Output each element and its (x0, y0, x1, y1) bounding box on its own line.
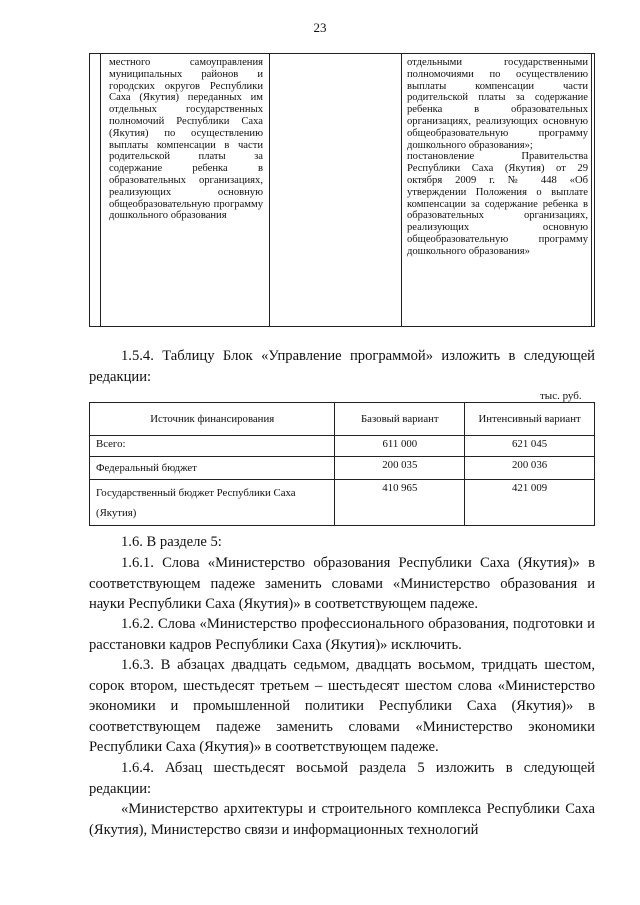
table-cell-legal-basis (407, 57, 588, 258)
table-row (90, 457, 595, 480)
table-header-row (90, 403, 595, 436)
row-base-value: 410 965 (335, 480, 465, 526)
header-intensive: Интенсивный вариант (465, 403, 595, 436)
paragraph-1-6-3: 1.6.3. В абзацах двадцать седьмом, двадцать восьмом, тридцать шестом, сорок втором, шестьдесят третьем – шестьдесят шестом слова «Министерство экономики и промышленной политики Республики Саха (Якутия)» в соответствующем падеже заменить словами «Министерство экономики Республики Саха (Якутия)» в соответствующем падеже. (89, 657, 595, 755)
header-source: Источник финансирования (90, 403, 335, 436)
table-row (90, 436, 595, 457)
legal-basis-text-1: отдельными государственными полномочиями по осуществлению выплаты компенсации части родительской платы за содержание ребенка в образовательных организациях, реализующих основную общеобразовательную программу дошкольного образования»; (407, 57, 588, 151)
row-intensive-value: 200 036 (465, 457, 595, 480)
row-label: Всего: (90, 436, 335, 457)
table-column-divider (100, 54, 101, 326)
funding-table (89, 402, 595, 526)
table-column-divider (401, 54, 402, 326)
table-row (90, 480, 595, 526)
paragraph-1-6-2: 1.6.2. Слова «Министерство профессионального образования, подготовки и расстановки кадров Республики Саха (Якутия)» исключить. (89, 616, 595, 653)
table-column-divider (591, 54, 592, 326)
page-number: 23 (313, 20, 327, 35)
currency-unit: тыс. руб. (540, 390, 582, 402)
continuation-table (89, 53, 595, 327)
header-base: Базовый вариант (335, 403, 465, 436)
paragraph-1-6-4: 1.6.4. Абзац шестьдесят восьмой раздела 5 изложить в следующей редакции: (89, 760, 595, 797)
table-cell-authority: местного самоуправления муниципальных районов и городских округов Республики Саха (Якутия) переданных им отдельных государственных полномочий Республики Саха (Якутия) по осуществлению выплаты компенсации в части родительской платы за содержание ребенка в образовательных организациях, реализующих основную общеобразовательную программу дошкольного образования (109, 57, 263, 222)
paragraph-quote: «Министерство архитектуры и строительного комплекса Республики Саха (Якутия), Министерство связи и информационных технологий (89, 801, 595, 838)
row-base-value: 200 035 (335, 457, 465, 480)
table-column-divider (269, 54, 270, 326)
legal-basis-text-2: постановление Правительства Республики Саха (Якутия) от 29 октября 2009 г. № 448 «Об утверждении Положения о выплате компенсации за содержание ребенка в образовательных организациях, реализующих основную общеобразовательную программу дошкольного образования» (407, 151, 588, 257)
row-intensive-value: 421 009 (465, 480, 595, 526)
paragraph-1-6-1: 1.6.1. Слова «Министерство образования Республики Саха (Якутия)» в соответствующем падеже заменить словами «Министерство образования и науки Республики Саха (Якутия)» в соответствующем падеже. (89, 555, 595, 612)
row-base-value: 611 000 (335, 436, 465, 457)
row-label: Государственный бюджет Республики Саха (Якутия) (90, 480, 335, 526)
row-label: Федеральный бюджет (90, 457, 335, 480)
row-intensive-value: 621 045 (465, 436, 595, 457)
paragraph-1-5-4: 1.5.4. Таблицу Блок «Управление программой» изложить в следующей редакции: (89, 348, 595, 385)
paragraph-1-6: 1.6. В разделе 5: (121, 534, 222, 550)
